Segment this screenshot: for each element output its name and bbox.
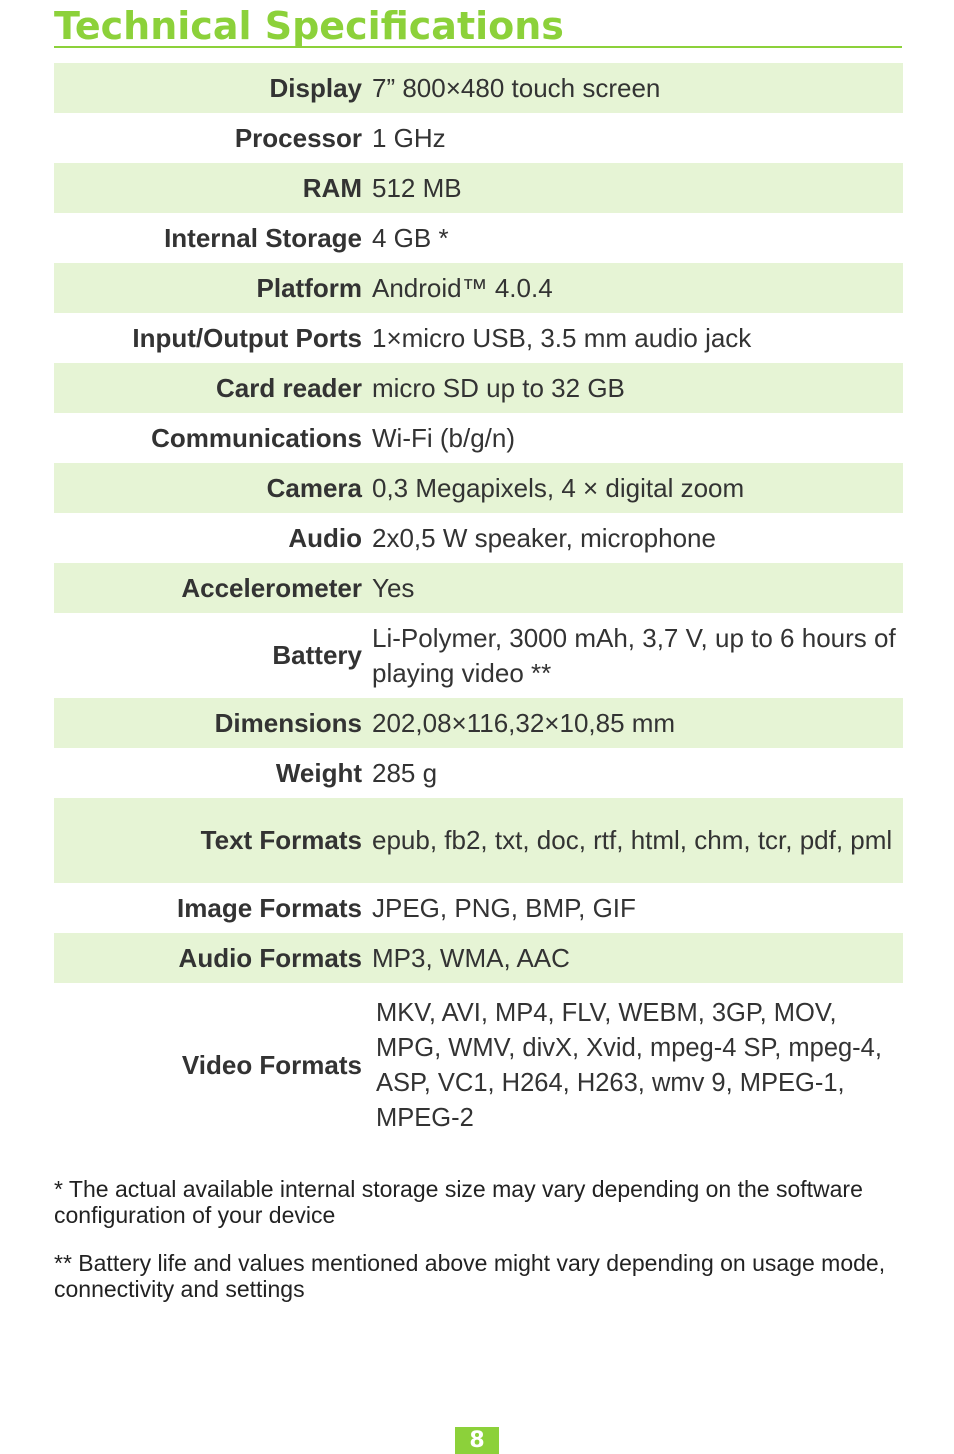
spec-label: Internal Storage <box>164 222 362 253</box>
spec-row-camera <box>54 463 903 513</box>
spec-row-accelerometer <box>54 563 903 613</box>
spec-label: Weight <box>275 757 362 788</box>
spec-value: 2x0,5 W speaker, microphone <box>372 522 716 553</box>
spec-label: RAM <box>302 172 362 203</box>
spec-table <box>54 63 903 1148</box>
spec-value: MKV, AVI, MP4, FLV, WEBM, 3GP, MOV, MPG, WMV, divX, Xvid, mpeg-4 SP, mpeg-4, ASP, VC1, H264, H263, wmv 9, MPEG-1, MPEG-2 <box>376 998 882 1132</box>
spec-label: Processor <box>234 122 362 153</box>
page-number: 8 <box>455 1427 499 1454</box>
spec-label: Battery <box>272 640 362 670</box>
footnotes <box>54 1176 914 1324</box>
spec-value: 285 g <box>372 757 438 788</box>
spec-row-card-reader <box>54 363 903 413</box>
spec-value: Android™ 4.0.4 <box>372 272 553 303</box>
spec-row-weight <box>54 748 903 798</box>
spec-row-audio-formats <box>54 933 903 983</box>
spec-value: 1 GHz <box>372 122 446 153</box>
spec-label: Card reader <box>216 372 362 403</box>
spec-value: MP3, WMA, AAC <box>372 942 570 973</box>
page-title: Technical Specifications <box>54 2 902 48</box>
spec-label: Audio Formats <box>178 942 362 973</box>
spec-value: epub, fb2, txt, doc, rtf, html, chm, tcr, pdf, pml <box>372 825 893 855</box>
spec-row-display <box>54 63 903 113</box>
footnote-storage: * The actual available internal storage size may vary depending on the software configuration of your device <box>54 1176 863 1228</box>
spec-row-processor <box>54 113 903 163</box>
spec-value: Li-Polymer, 3000 mAh, 3,7 V, up to 6 hours of playing video ** <box>372 622 896 688</box>
footnote-battery: ** Battery life and values mentioned above might vary depending on usage mode, connectivity and settings <box>54 1250 886 1302</box>
spec-label: Communications <box>151 422 362 453</box>
spec-value: 0,3 Megapixels, 4 × digital zoom <box>372 472 745 503</box>
spec-row-ram <box>54 163 903 213</box>
spec-label: Audio <box>288 522 362 553</box>
spec-value: 1×micro USB, 3.5 mm audio jack <box>372 322 752 353</box>
spec-label: Input/Output Ports <box>132 322 362 353</box>
spec-label: Text Formats <box>200 825 362 855</box>
spec-value: 512 MB <box>372 172 462 203</box>
spec-row-communications <box>54 413 903 463</box>
spec-row-audio <box>54 513 903 563</box>
spec-row-video-formats <box>54 983 903 1148</box>
spec-label: Dimensions <box>214 707 362 738</box>
spec-row-battery <box>54 613 903 698</box>
spec-label: Camera <box>266 472 362 503</box>
spec-row-dimensions <box>54 698 903 748</box>
spec-row-internal-storage <box>54 213 903 263</box>
spec-value: 202,08×116,32×10,85 mm <box>372 707 676 738</box>
spec-label: Video Formats <box>181 1050 362 1080</box>
spec-label: Image Formats <box>177 892 362 923</box>
spec-row-image-formats <box>54 883 903 933</box>
spec-value: 7” 800×480 touch screen <box>372 72 661 103</box>
spec-label: Accelerometer <box>181 572 362 603</box>
spec-value: Wi-Fi (b/g/n) <box>372 422 515 453</box>
spec-label: Display <box>269 72 362 103</box>
spec-label: Platform <box>256 272 362 303</box>
spec-value: 4 GB * <box>372 222 449 253</box>
spec-value: JPEG, PNG, BMP, GIF <box>372 892 636 923</box>
spec-row-platform <box>54 263 903 313</box>
spec-value: Yes <box>372 572 415 603</box>
spec-row-text-formats <box>54 798 903 883</box>
spec-row-io-ports <box>54 313 903 363</box>
spec-value: micro SD up to 32 GB <box>372 372 625 403</box>
